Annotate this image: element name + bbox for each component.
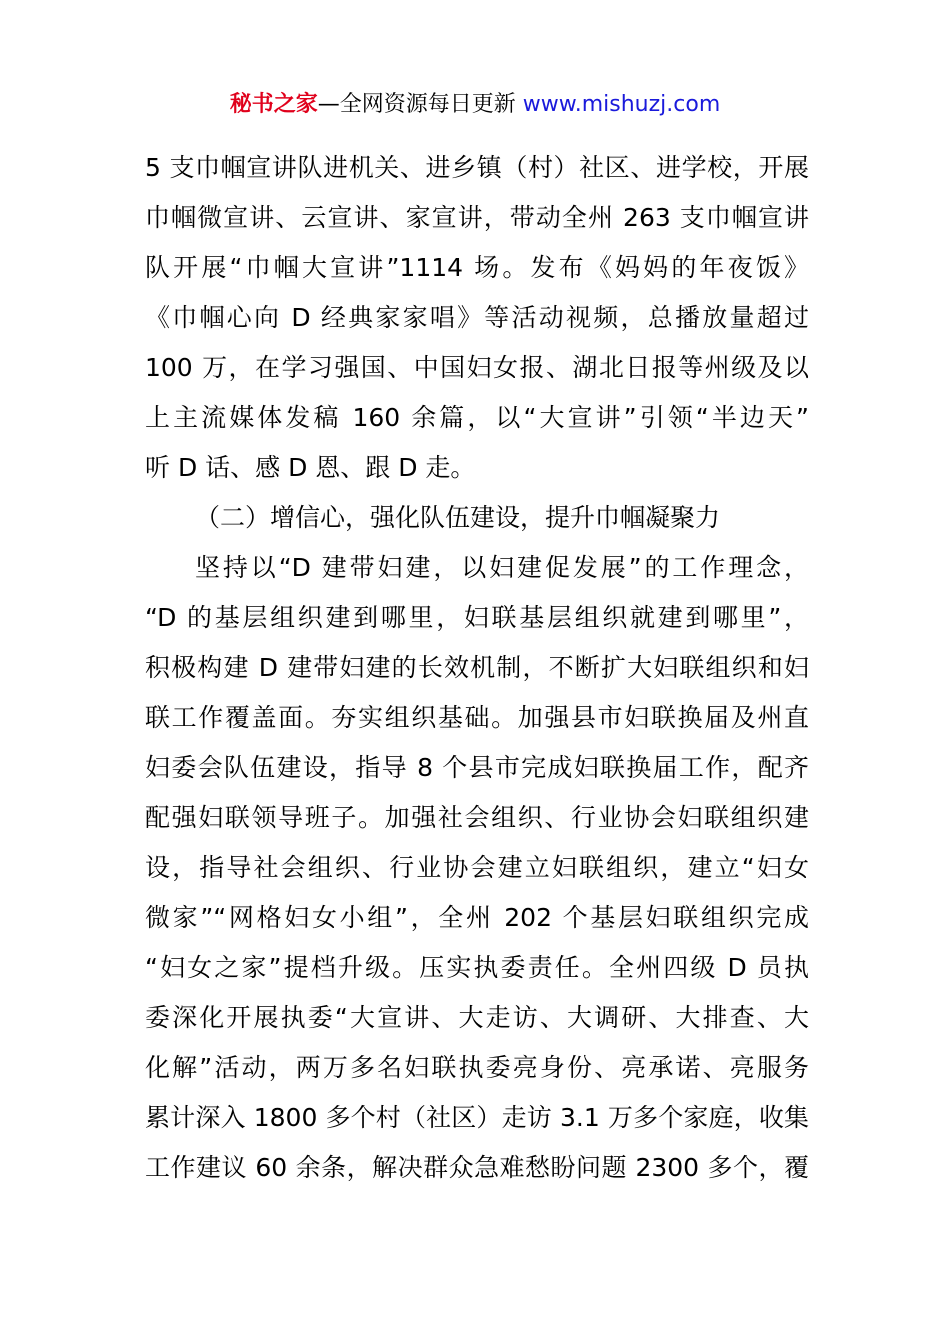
text-line: 委深化开展执委“大宣讲、大走访、大调研、大排查、大 — [145, 1003, 809, 1032]
document-body — [145, 143, 809, 1193]
text-line: “妇女之家”提档升级。压实执委责任。全州四级 D 员执 — [145, 953, 809, 982]
header-tagline: —全网资源每日更新 — [317, 92, 523, 117]
text-line: 配强妇联领导班子。加强社会组织、行业协会妇联组织建 — [145, 803, 809, 832]
text-line: 上主流媒体发稿 160 余篇，以“大宣讲”引领“半边天” — [145, 403, 809, 432]
text-line: 100 万，在学习强国、中国妇女报、湖北日报等州级及以 — [145, 353, 809, 382]
text-line: “D 的基层组织建到哪里，妇联基层组织就建到哪里”， — [145, 603, 809, 632]
text-line: 工作建议 60 余条，解决群众急难愁盼问题 2300 多个，覆 — [145, 1153, 809, 1182]
text-line: 听 D 话、感 D 恩、跟 D 走。 — [145, 453, 476, 482]
text-line: 设，指导社会组织、行业协会建立妇联组织，建立“妇女 — [145, 853, 809, 882]
text-line: 《巾帼心向 D 经典家家唱》等活动视频，总播放量超过 — [145, 303, 809, 332]
text-line: 坚持以“D 建带妇建，以妇建促发展”的工作理念， — [195, 553, 809, 582]
text-line: 化解”活动，两万多名妇联执委亮身份、亮承诺、亮服务 — [145, 1053, 809, 1082]
site-brand: 秘书之家 — [229, 92, 318, 117]
site-url-link[interactable]: www.mishuzj.com — [522, 92, 721, 117]
text-line: 队开展“巾帼大宣讲”1114 场。发布《妈妈的年夜饭》 — [145, 253, 809, 282]
site-header — [0, 88, 950, 122]
text-line: 巾帼微宣讲、云宣讲、家宣讲，带动全州 263 支巾帼宣讲 — [145, 203, 809, 232]
text-line: 妇委会队伍建设，指导 8 个县市完成妇联换届工作，配齐 — [145, 753, 809, 782]
text-line: 累计深入 1800 多个村（社区）走访 3.1 万多个家庭，收集 — [145, 1103, 809, 1132]
text-line: 积极构建 D 建带妇建的长效机制，不断扩大妇联组织和妇 — [145, 653, 809, 682]
text-line: 联工作覆盖面。夯实组织基础。加强县市妇联换届及州直 — [145, 703, 809, 732]
section-heading: （二）增信心，强化队伍建设，提升巾帼凝聚力 — [195, 503, 721, 532]
text-line: 微家”“网格妇女小组”，全州 202 个基层妇联组织完成 — [145, 903, 809, 932]
text-line: 5 支巾帼宣讲队进机关、进乡镇（村）社区、进学校，开展 — [145, 153, 809, 182]
